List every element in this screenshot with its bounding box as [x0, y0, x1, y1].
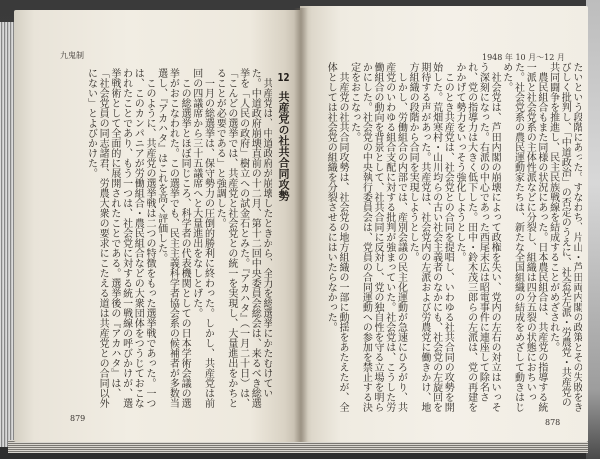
left-running-head: 九鬼制 [60, 51, 84, 60]
paragraph: 一月の総選挙は、保守勢力の圧倒的勝利に終わった。しかし、共産党は前回の四議席から三十五議席へと大量進出をなしとげた。 [190, 68, 214, 408]
left-page-body [50, 68, 272, 410]
paragraph: 社会党は、芦田内閣の崩壊によって政権を失い、党内の左右の対立はいっそう深刻になった。右派の中心であった西尾末広は昭電事件に連座して除名され、党の指導力は大きく低下した。田中・鈴木茂三郎らの左派は、党の再建をかかげて勢力をいっそう強化しようとした。 [453, 62, 501, 412]
right-page-body [316, 62, 582, 412]
paragraph: 共産党は、中道政府が崩壊したときから、全力を総選挙にかたむけていた。中道政府崩壊直前の十二月、第十二回中央委員会総会は、来るべき総選挙を「人民の政府」樹立への試金石とみた。『アカハタ』（一月二十日）は、「こんどの選挙では、共産党と社会党との統一を実現し、大量進出をかちとることが必要である」と強調した。 [214, 68, 272, 408]
right-page-number: 878 [545, 418, 561, 427]
paragraph: このとき共産党は、社会党との合同を提唱し、いわゆる社共合同の攻勢を開始した。荒畑寒村・山川均らの古い社会主義者のなかにも、社会党の左旋回を期待する声があった。共産党は、社会党内の左派および労農党に働きかけ、地方組織の段階から合同を実現しようとした。 [407, 62, 454, 412]
right-running-head: 1948 年 10 月～12 月 [482, 53, 565, 62]
background-edge [586, 0, 600, 459]
paragraph: このように、共産党の選挙戦は二つの特徴をもった選挙戦であった。一つは、このカンパニアが労働組合・農民組合などの大衆団体をつうじておこなわれたことであり、もう一つは、社会党に対する統一戦線の呼びかけが、選挙戦術として全面的に展開されたことである。選挙後の『アカハタ』は、「社会党員の同志諸君、労農大衆の要求にこたえる道は共産党との合同以外にない」とよびかけた。 [85, 68, 155, 408]
section-title: 共産党の社共合同攻勢 [277, 91, 290, 201]
paragraph: たいという段階にあった。すなわち、片山・芦田両内閣の政策とその失敗をきびしく批判し、「中道政治」の否定のうえに、社会党左派・労農党・共産党の共同闘争を推進し、民主民族戦線を結成することがめざされた。 [547, 62, 582, 412]
paragraph: 共産党の社共合同攻勢は、社会党の地方組織の一部に動揺をあたえたが、全体としては社会党の組織を分裂させるにはいたらなかった。 [325, 62, 348, 412]
paragraph: しかし、労働組合の内部では、産別会議の民主化運動が急速にひろがり、共産党のいわゆる組合支配に対する批判が強まっていた。社会党は、こうした労働組合の動向を背景として、社共合同に反対し、党の独自性を守る立場を明らかにした。社会党の中央執行委員会は、党員の合同運動への参加を禁止する決定をおこなった。 [348, 62, 407, 412]
book-gutter [294, 8, 308, 442]
paragraph: この総選挙とほぼ同じころ、科学者の代表機関としての日本学術会議の選挙がおこなわれた。この選挙でも、民主主義科学者協会系の候補者が多数当選し、『アカハタ』はこれを高く評価した。 [155, 68, 191, 408]
section-number: 12 [277, 72, 290, 83]
section-heading [275, 72, 291, 222]
paragraph: 農民組合もまた同様の状況にあった。日本農民組合は、共産党の指導する統一派と社会党系の主体性派などに分裂し、組織は四分五裂の状態におちいった。社会党系の農民運動家たちは、新たな全国組織の結成をめざして動きはじめた。 [500, 62, 547, 412]
left-page-number: 879 [70, 414, 86, 423]
